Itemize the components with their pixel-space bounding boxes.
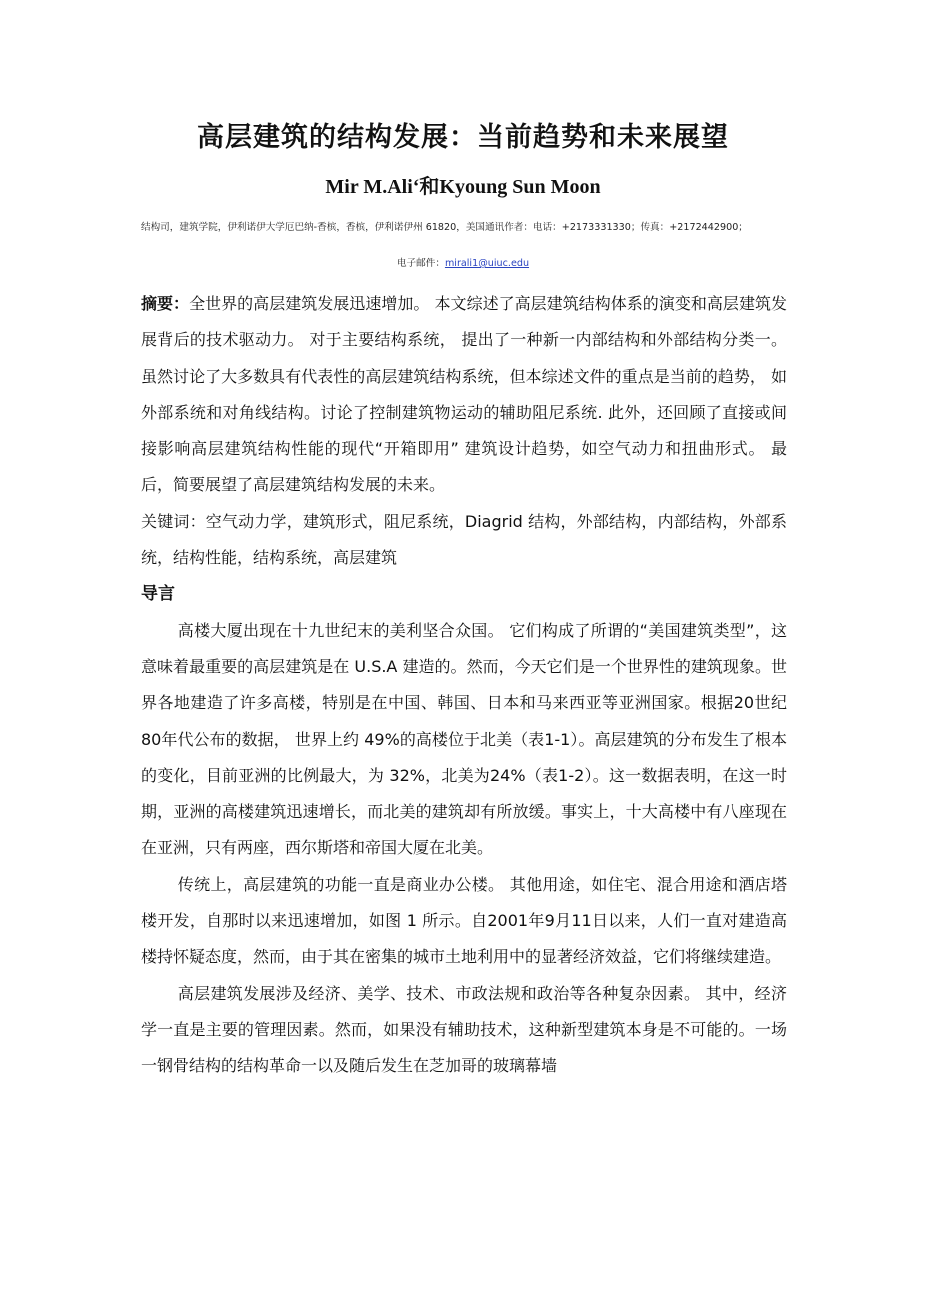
keywords-paragraph: 关键词：空气动力学，建筑形式，阻尼系统，Diagrid 结构，外部结构，内部结构，外部系统，结构性能，结构系统，高层建筑 <box>141 511 787 568</box>
paper-title: 高层建筑的结构发展：当前趋势和未来展望 <box>197 122 729 153</box>
contact-email <box>0 255 926 273</box>
email-link[interactable]: mirali1@uiuc.edu <box>444 258 530 269</box>
intro-paragraph-2: 传统上，高层建筑的功能一直是商业办公楼。 其他用途，如住宅、混合用途和酒店塔楼开发，自那时以来迅速增加，如图 1 所示。自2001年9月11日以来，人们一直对建造高楼持怀疑态度，然而，由于其在密集的城市土地利用中的显著经济效益，它们将继续建造。 <box>141 874 787 967</box>
abstract-section <box>141 286 787 1085</box>
email-label: 电子邮件： <box>396 258 445 269</box>
abstract-paragraph <box>141 286 787 504</box>
intro-paragraph-1: 高楼大厦出现在十九世纪末的美利坚合众国。 它们构成了所谓的“美国建筑类型”，这意味着最重要的高层建筑是在 U.S.A 建造的。然而，今天它们是一个世界性的建筑现象。世界各地建造了许多高楼，特别是在中国、韩国、日本和马来西亚等亚洲国家。根据20世纪80年代公布的数据， 世界上约 49%的高楼位于北美（表1-1）。高层建筑的分布发生了根本的变化，目前亚洲的比例最大，为 32%，北美为24%（表1-2）。这一数据表明，在这一时期，亚洲的高楼建筑迅速增长，而北美的建筑却有所放缓。事实上，十大高楼中有八座现在在亚洲，只有两座，西尔斯塔和帝国大厦在北美。 <box>141 620 787 858</box>
abstract-label: 摘要： <box>141 294 190 313</box>
paper-authors: Mir M.Ali‘和Kyoung Sun Moon <box>325 176 601 198</box>
section-heading-introduction: 导言 <box>141 584 175 605</box>
intro-paragraph-3: 高层建筑发展涉及经济、美学、技术、市政法规和政治等各种复杂因素。 其中，经济学一直是主要的管理因素。然而，如果没有辅助技术，这种新型建筑本身是不可能的。一场一钢骨结构的结构革命一以及随后发生在芝加哥的玻璃幕墙 <box>141 983 787 1076</box>
author-affiliation: 结构司，建筑学院，伊利诺伊大学厄巴纳-香槟，香槟，伊利诺伊州 61820，美国通讯作者：电话：+2173331330；传真：+2172442900； <box>141 222 748 233</box>
abstract-text: 全世界的高层建筑发展迅速增加。 本文综述了高层建筑结构体系的演变和高层建筑发展背后的技术驱动力。 对于主要结构系统， 提出了一种新一内部结构和外部结构分类一。 虽然讨论了大多数具有代表性的高层建筑结构系统，但本综述文件的重点是当前的趋势， 如外部系统和对角线结构。讨论了控制建筑物运动的辅助阻尼系统. 此外，还回顾了直接或间接影响高层建筑结构性能的现代“开箱即用” 建筑设计趋势，如空气动力和扭曲形式。 最后，简要展望了高层建筑结构发展的未来。 <box>141 294 787 495</box>
